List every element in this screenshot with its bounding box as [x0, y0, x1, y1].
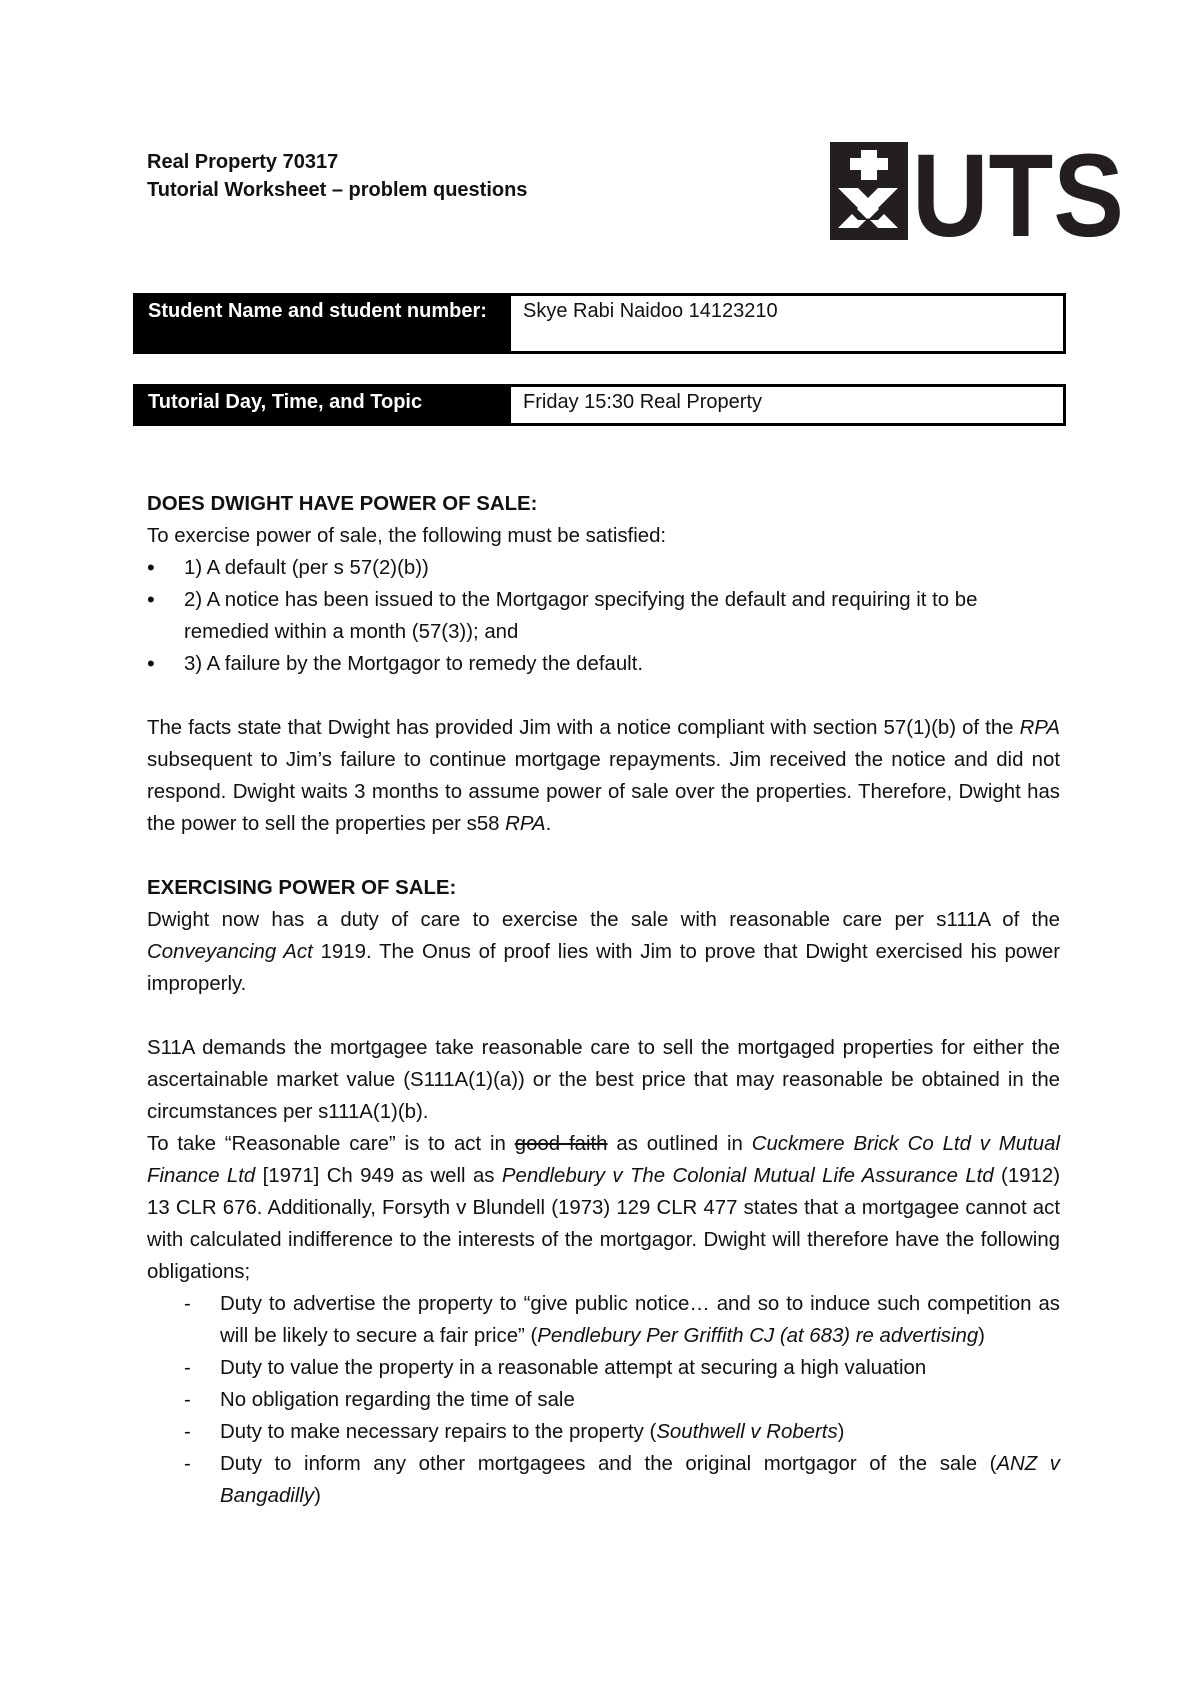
reasonable-care-paragraph: To take “Reasonable care” is to act in good faith as outlined in Cuckmere Brick Co Ltd v Mutual Finance Ltd [1971] Ch 949 as well as Pendlebury v The Colonial Mutual Life Assurance Ltd (1912) 13 CLR 676. Additionally, Forsyth v Blundell (1973) 129 CLR 477 states that a mortgagee cannot act with calculated indifference to the interests of the mortgagor. Dwight will therefore have the following obligations;: [147, 1133, 1061, 1283]
duty-of-care-paragraph: Dwight now has a duty of care to exercise the sale with reasonable care per s111A of the Conveyancing Act 1919. The Onus of proof lies with Jim to prove that Dwight exercised his power improperly.: [147, 909, 1061, 995]
tutorial-label: Tutorial Day, Time, and Topic: [135, 386, 510, 425]
list-item: - Duty to inform any other mortgagees and the original mortgagor of the sale (ANZ v Bangadilly): [147, 1448, 1060, 1512]
list-item: • 1) A default (per s 57(2)(b)): [147, 552, 1060, 584]
list-item: - Duty to make necessary repairs to the property (Southwell v Roberts): [147, 1416, 1060, 1448]
uts-crest-icon: [830, 142, 908, 240]
document-header: [147, 148, 527, 204]
section-intro: To exercise power of sale, the following must be satisfied:: [147, 525, 667, 547]
struck-text: good faith: [514, 1133, 608, 1155]
tutorial-info-table: [133, 384, 1066, 426]
uts-logo: [828, 140, 1126, 242]
tutorial-value: Friday 15:30 Real Property: [510, 386, 1065, 425]
list-item: - No obligation regarding the time of sale: [147, 1384, 1060, 1416]
course-title: Real Property 70317: [147, 151, 339, 173]
worksheet-subtitle: Tutorial Worksheet – problem questions: [147, 179, 528, 201]
student-name-value: Skye Rabi Naidoo 14123210: [510, 295, 1065, 353]
obligations-list: [147, 1288, 1060, 1512]
list-item: - Duty to advertise the property to “give public notice… and so to induce such competition as will be likely to secure a fair price” (Pendlebury Per Griffith CJ (at 683) re advertising): [147, 1288, 1060, 1352]
uts-logo-text: UTS: [912, 140, 1124, 242]
student-info-table: [133, 293, 1066, 354]
list-item: • 2) A notice has been issued to the Mortgagor specifying the default and requiring it to be remedied within a month (57(3)); and: [147, 584, 1060, 648]
requirements-list: [147, 552, 1060, 680]
s111a-paragraph: S11A demands the mortgagee take reasonable care to sell the mortgaged properties for either the ascertainable market value (S111A(1)(a)) or the best price that may reasonable be obtained in the circumstances per s111A(1)(b).: [147, 1037, 1060, 1123]
facts-paragraph: The facts state that Dwight has provided Jim with a notice compliant with section 57(1)(b) of the RPA subsequent to Jim’s failure to continue mortgage repayments. Jim received the notice and did not respond. Dwight waits 3 months to assume power of sale over the properties. Therefore, Dwight has the power to sell the properties per s58 RPA.: [147, 717, 1060, 835]
student-name-label: Student Name and student number:: [135, 295, 510, 353]
table-row: [135, 386, 1065, 425]
section-heading-exercising: EXERCISING POWER OF SALE:: [147, 877, 457, 899]
document-body: [147, 488, 1060, 1512]
section-heading-power-of-sale: DOES DWIGHT HAVE POWER OF SALE:: [147, 493, 538, 515]
list-item: - Duty to value the property in a reasonable attempt at securing a high valuation: [147, 1352, 1060, 1384]
table-row: [135, 295, 1065, 353]
list-item: • 3) A failure by the Mortgagor to remedy the default.: [147, 648, 1060, 680]
